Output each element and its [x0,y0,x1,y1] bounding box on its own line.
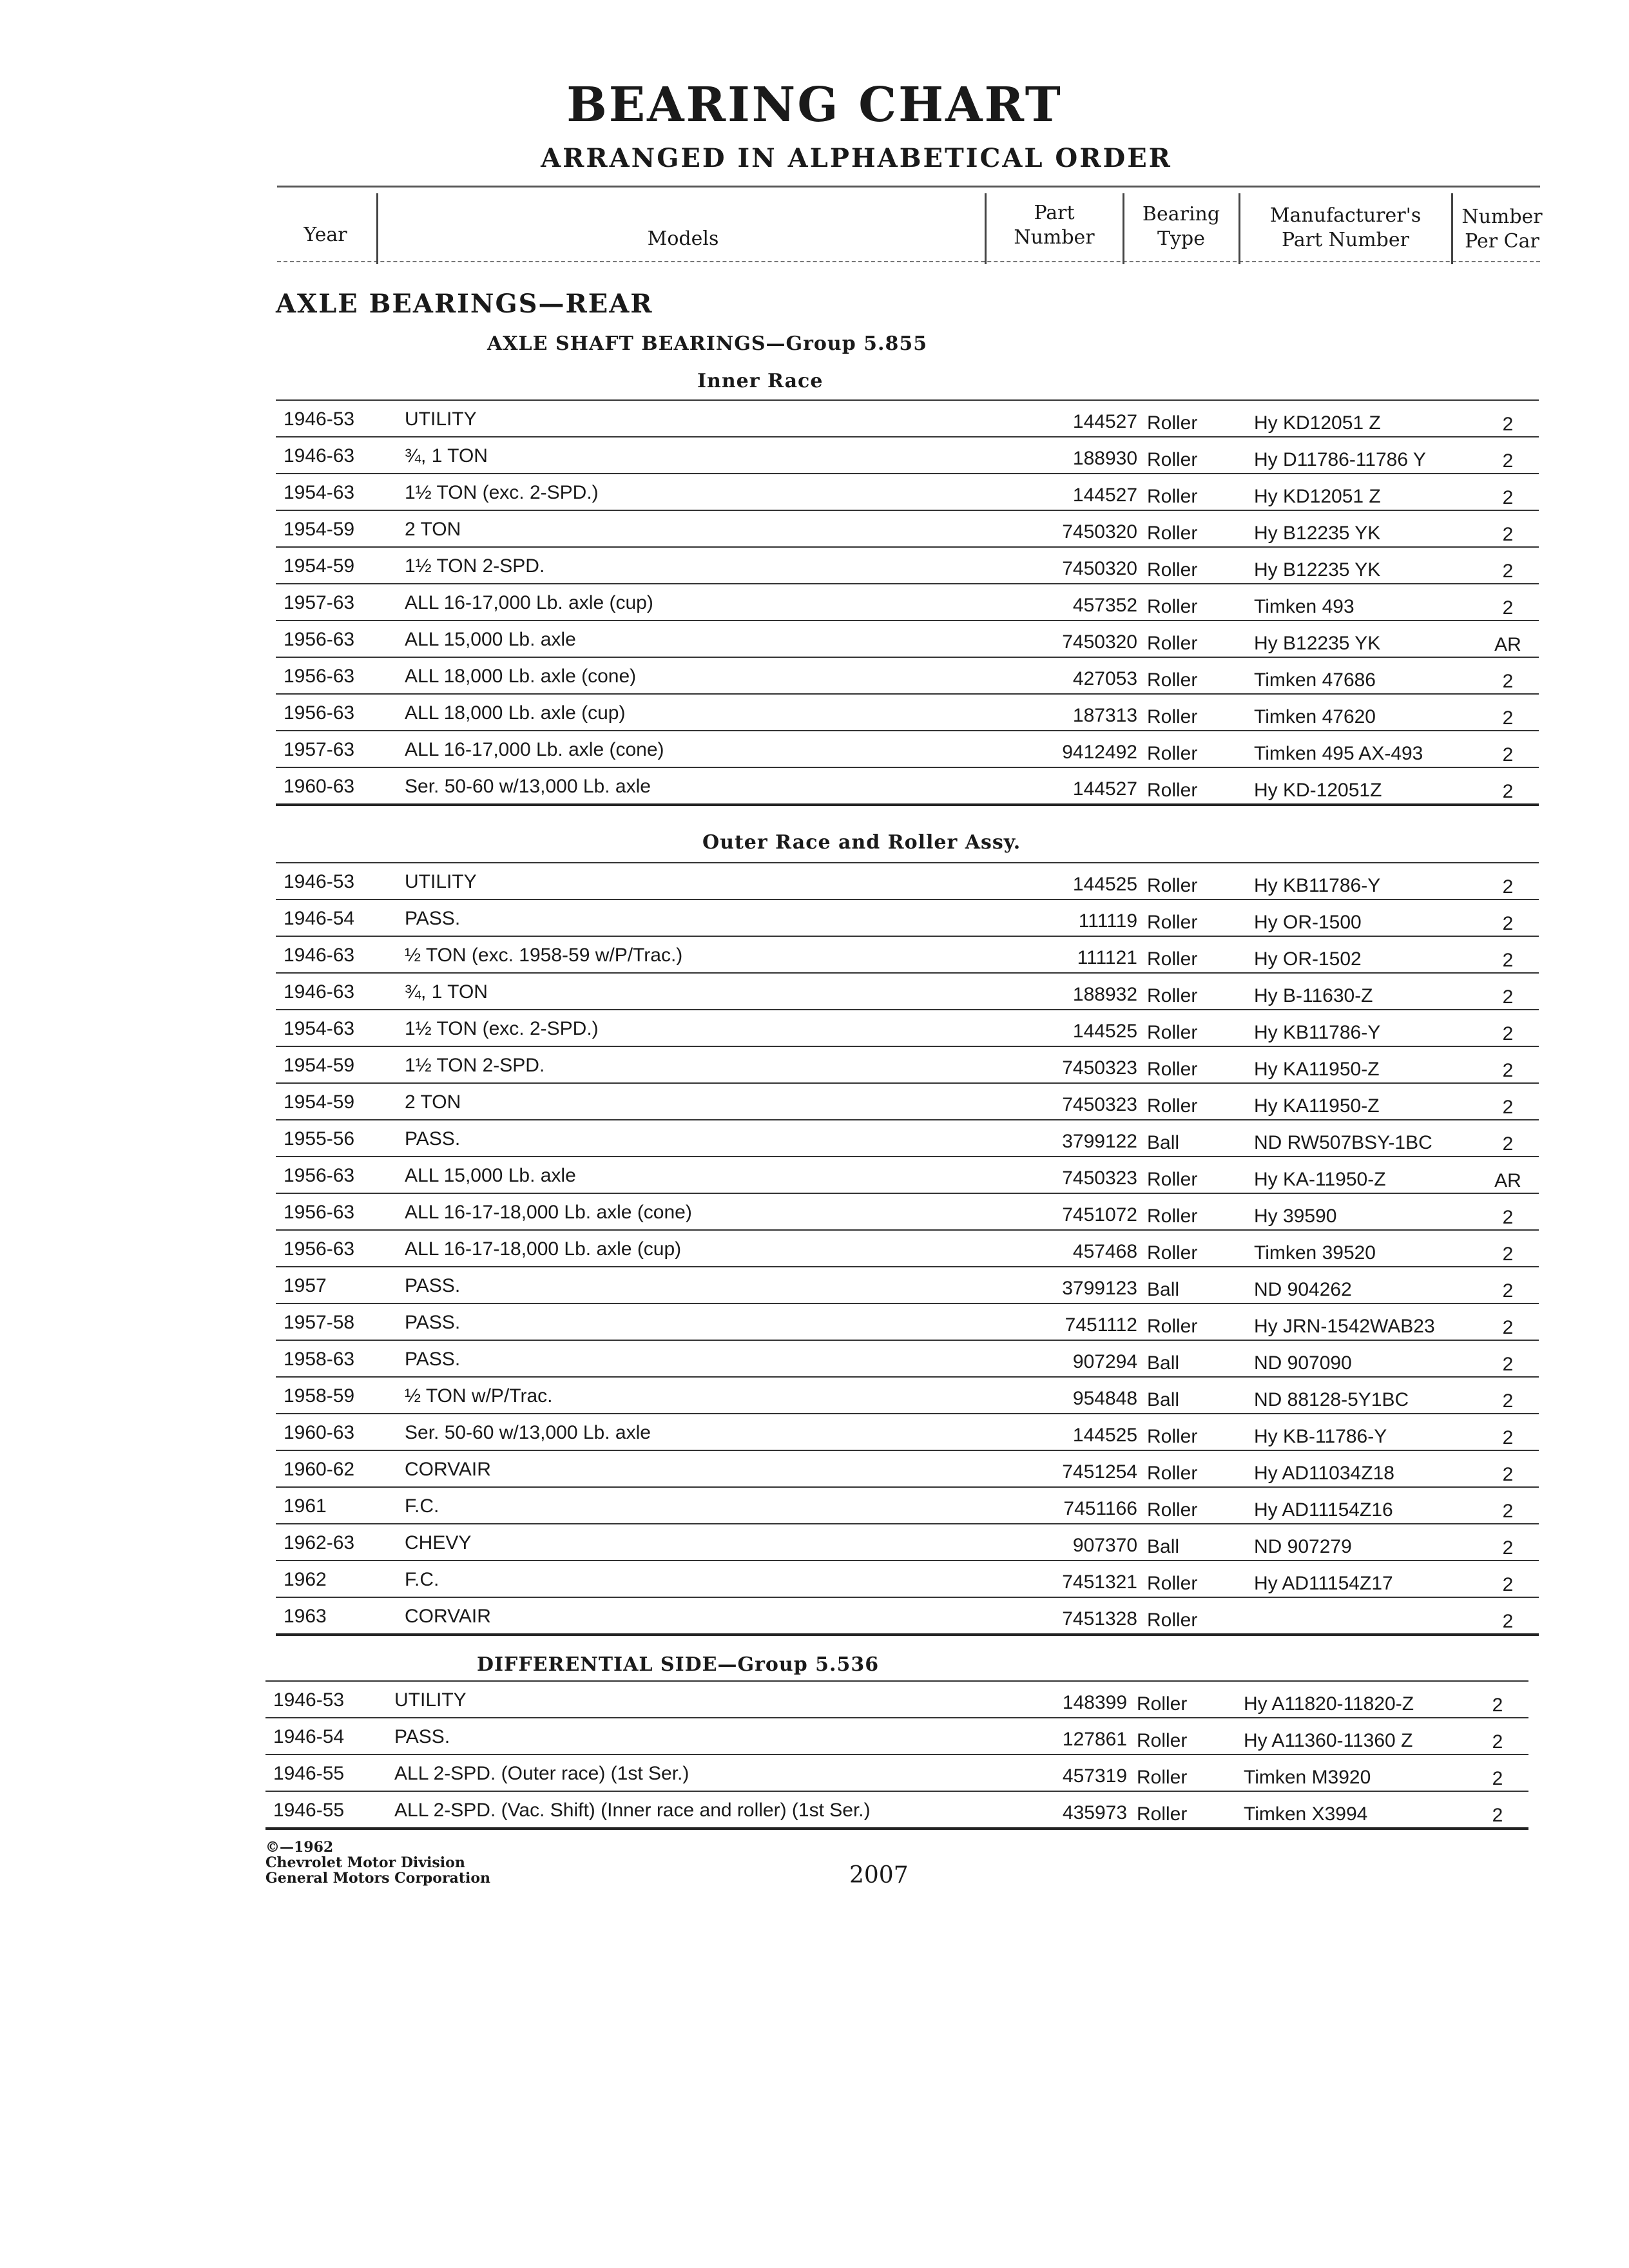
model-cell: ¾, 1 TON [405,981,488,1003]
model-cell: ALL 15,000 Lb. axle [405,1165,576,1186]
bearing-type-cell: Roller [1137,1693,1188,1715]
table-row [276,1157,1539,1194]
part-number-cell: 144527 [1072,778,1137,800]
bearing-type-cell: Ball [1147,1536,1180,1557]
table-row [276,1304,1539,1341]
part-number-cell: 144527 [1072,411,1137,432]
table-row [276,1120,1539,1157]
manufacturer-part-cell: ND 907090 [1254,1352,1352,1374]
column-header-models: Models [647,227,719,250]
manufacturer-part-cell: ND 904262 [1254,1279,1352,1300]
year-cell: 1956-63 [284,702,355,724]
table-row [276,900,1539,937]
manufacturer-part-cell: Timken 39520 [1254,1242,1376,1264]
year-cell: 1962 [284,1569,327,1590]
table-row [276,437,1539,474]
year-cell: 1957 [284,1275,327,1296]
table-row [276,474,1539,511]
part-number-cell: 144525 [1072,874,1137,895]
year-cell: 1946-63 [284,445,355,466]
year-cell: 1954-63 [284,1018,355,1039]
number-per-car-cell: 2 [1502,950,1514,971]
number-per-car-cell: 2 [1492,1805,1503,1826]
year-cell: 1956-63 [284,1202,355,1223]
number-per-car-cell: AR [1494,1170,1521,1191]
table-row [276,1451,1539,1488]
column-divider [376,193,378,264]
year-cell: 1955-56 [284,1128,355,1149]
part-number-cell: 127861 [1062,1729,1127,1750]
model-cell: CORVAIR [405,1606,491,1627]
part-number-cell: 144525 [1072,1021,1137,1042]
differential-table [265,1680,1528,1830]
bearing-type-cell: Roller [1137,1767,1188,1788]
model-cell: PASS. [405,1275,461,1296]
table-row [276,1010,1539,1047]
part-number-cell: 3799123 [1062,1278,1137,1299]
table-row [265,1680,1528,1718]
bearing-type-cell: Ball [1147,1352,1180,1374]
table-row [265,1755,1528,1792]
table-row [265,1718,1528,1755]
bearing-type-cell: Roller [1147,1022,1198,1043]
bearing-type-cell: Roller [1147,948,1198,970]
table-row [276,1047,1539,1084]
model-cell: ALL 16-17-18,000 Lb. axle (cone) [405,1202,692,1223]
model-cell: ¾, 1 TON [405,445,488,466]
part-number-cell: 907370 [1072,1535,1137,1556]
model-cell: Ser. 50-60 w/13,000 Lb. axle [405,1422,651,1443]
year-cell: 1963 [284,1606,327,1627]
bearing-type-cell: Roller [1147,1059,1198,1080]
column-header-year: Year [304,224,347,246]
bearing-type-cell: Roller [1147,669,1198,691]
part-number-cell: 7450323 [1062,1057,1137,1079]
table-row [276,1561,1539,1598]
year-cell: 1946-53 [284,871,355,892]
manufacturer-part-cell: ND 907279 [1254,1536,1352,1557]
number-per-car-cell: 2 [1502,913,1514,934]
bearing-type-cell: Roller [1147,706,1198,727]
column-divider [985,193,987,264]
number-per-car-cell: 2 [1492,1768,1503,1789]
part-number-cell: 7451254 [1062,1461,1137,1483]
number-per-car-cell: 2 [1502,1611,1514,1632]
part-number-cell: 7450320 [1062,521,1137,543]
part-number-cell: 7450320 [1062,558,1137,579]
manufacturer-part-cell: Hy OR-1502 [1254,948,1362,970]
bearing-type-cell: Roller [1147,780,1198,801]
number-per-car-cell: 2 [1502,1244,1514,1265]
bearing-type-cell: Roller [1147,1573,1198,1594]
year-cell: 1958-59 [284,1385,355,1407]
part-number-cell: 7451072 [1062,1204,1137,1225]
number-per-car-cell: 2 [1502,986,1514,1008]
manufacturer-part-cell: Timken 495 AX-493 [1254,743,1423,764]
number-per-car-cell: 2 [1502,744,1514,765]
model-cell: PASS. [405,1349,461,1370]
manufacturer-part-cell: Hy 39590 [1254,1206,1337,1227]
manufacturer-part-cell: ND RW507BSY-1BC [1254,1132,1432,1153]
bearing-type-cell: Roller [1147,1095,1198,1117]
bearing-type-cell: Roller [1137,1730,1188,1751]
number-per-car-cell: 2 [1502,1464,1514,1485]
manufacturer-part-cell: Hy OR-1500 [1254,912,1362,933]
model-cell: PASS. [394,1726,450,1747]
number-per-car-cell: 2 [1502,1574,1514,1595]
number-per-car-cell: 2 [1502,1097,1514,1118]
bearing-type-cell: Roller [1147,633,1198,654]
model-cell: PASS. [405,1312,461,1333]
page-number: 2007 [849,1862,909,1888]
part-number-cell: 187313 [1072,705,1137,726]
table-row [276,1488,1539,1524]
manufacturer-part-cell: Hy B12235 YK [1254,523,1381,544]
number-per-car-cell: 2 [1502,707,1514,729]
part-number-cell: 144525 [1072,1425,1137,1446]
column-header-bearing-type: Bearing Type [1142,203,1220,250]
bearing-type-cell: Roller [1147,1169,1198,1190]
manufacturer-part-cell: Hy KD12051 Z [1254,486,1381,507]
number-per-car-cell: 2 [1502,597,1514,619]
bearing-type-cell: Roller [1147,1610,1198,1631]
bearing-type-cell: Roller [1147,596,1198,617]
page-title: BEARING CHART [566,77,1063,133]
number-per-car-cell: 2 [1502,1060,1514,1081]
part-number-cell: 457468 [1072,1241,1137,1262]
part-number-cell: 7451328 [1062,1608,1137,1629]
part-number-cell: 9412492 [1062,742,1137,763]
manufacturer-part-cell: Hy D11786-11786 Y [1254,449,1426,470]
group-title: AXLE SHAFT BEARINGS—Group 5.855 [487,332,928,355]
model-cell: UTILITY [405,871,477,892]
year-cell: 1958-63 [284,1349,355,1370]
subsection-title: Inner Race [697,370,824,392]
table-row [276,1524,1539,1561]
bearing-type-cell: Roller [1147,1499,1198,1521]
bearing-type-cell: Ball [1147,1279,1180,1300]
column-header-part-number: Part Number [1014,202,1095,249]
model-cell: ALL 2-SPD. (Vac. Shift) (Inner race and roller) (1st Ser.) [394,1800,871,1821]
table-row [276,1341,1539,1378]
bearing-type-cell: Roller [1147,1242,1198,1264]
part-number-cell: 7450320 [1062,631,1137,653]
table-row [276,695,1539,731]
number-per-car-cell: 2 [1492,1695,1503,1716]
bearing-type-cell: Roller [1147,1426,1198,1447]
part-number-cell: 7451321 [1062,1571,1137,1593]
part-number-cell: 144527 [1072,485,1137,506]
table-row [276,584,1539,621]
model-cell: PASS. [405,1128,461,1149]
model-cell: CORVAIR [405,1459,491,1480]
table-row [276,974,1539,1010]
table-row [276,621,1539,658]
number-per-car-cell: 2 [1502,561,1514,582]
part-number-cell: 188930 [1072,448,1137,469]
model-cell: ALL 18,000 Lb. axle (cup) [405,702,626,724]
column-divider [1451,193,1453,264]
table-row [276,937,1539,974]
bearing-type-cell: Ball [1147,1389,1180,1410]
year-cell: 1960-62 [284,1459,355,1480]
part-number-cell: 435973 [1062,1802,1127,1823]
year-cell: 1946-63 [284,945,355,966]
model-cell: ½ TON w/P/Trac. [405,1385,553,1407]
table-row [276,1231,1539,1267]
bearing-type-cell: Roller [1147,486,1198,507]
part-number-cell: 457352 [1072,595,1137,616]
year-cell: 1954-59 [284,519,355,540]
model-cell: 1½ TON (exc. 2-SPD.) [405,482,599,503]
model-cell: 2 TON [405,519,461,540]
number-per-car-cell: 2 [1502,876,1514,898]
manufacturer-part-cell: Hy KB11786-Y [1254,875,1381,896]
number-per-car-cell: 2 [1502,450,1514,472]
manufacturer-part-cell: Timken M3920 [1244,1767,1371,1788]
part-number-cell: 427053 [1072,668,1137,689]
part-number-cell: 907294 [1072,1351,1137,1372]
bearing-type-cell: Roller [1137,1803,1188,1825]
model-cell: F.C. [405,1569,439,1590]
model-cell: F.C. [405,1495,439,1517]
manufacturer-part-cell: Hy A11820-11820-Z [1244,1693,1414,1715]
bearing-type-cell: Roller [1147,523,1198,544]
column-header-number-per-car: Number Per Car [1461,206,1543,253]
page-subtitle: ARRANGED IN ALPHABETICAL ORDER [541,143,1172,173]
year-cell: 1956-63 [284,1165,355,1186]
bearing-type-cell: Roller [1147,559,1198,581]
part-number-cell: 7451112 [1065,1314,1137,1336]
model-cell: Ser. 50-60 w/13,000 Lb. axle [405,776,651,797]
manufacturer-part-cell: Hy B-11630-Z [1254,985,1373,1006]
number-per-car-cell: 2 [1502,781,1514,802]
table-row [276,511,1539,548]
bearing-type-cell: Roller [1147,743,1198,764]
model-cell: UTILITY [405,408,477,430]
year-cell: 1956-63 [284,629,355,650]
outer-race-table [276,862,1539,1636]
manufacturer-part-cell: Hy AD11154Z16 [1254,1499,1393,1521]
column-header-manufacturer-part: Manufacturer's Part Number [1269,204,1422,251]
year-cell: 1954-59 [284,555,355,577]
year-cell: 1957-63 [284,592,355,613]
year-cell: 1946-53 [284,408,355,430]
subsection-title: DIFFERENTIAL SIDE—Group 5.536 [477,1653,880,1676]
part-number-cell: 148399 [1062,1692,1127,1713]
part-number-cell: 3799122 [1062,1131,1137,1152]
model-cell: ALL 15,000 Lb. axle [405,629,576,650]
manufacturer-part-cell: Hy KA11950-Z [1254,1095,1380,1117]
year-cell: 1960-63 [284,1422,355,1443]
subsection-title: Outer Race and Roller Assy. [702,831,1021,854]
part-number-cell: 457319 [1062,1765,1127,1787]
manufacturer-part-cell: Hy KD12051 Z [1254,412,1381,434]
bearing-type-cell: Roller [1147,875,1198,896]
column-header-rule-bottom [277,261,1540,262]
table-row [276,548,1539,584]
bearing-type-cell: Roller [1147,912,1198,933]
bearing-type-cell: Roller [1147,1316,1198,1337]
manufacturer-part-cell: Hy KB-11786-Y [1254,1426,1387,1447]
table-row [276,1598,1539,1636]
part-number-cell: 954848 [1072,1388,1137,1409]
column-divider [1123,193,1124,264]
table-row [276,731,1539,768]
part-number-cell: 111119 [1078,910,1137,932]
part-number-cell: 111121 [1077,947,1137,968]
manufacturer-part-cell: Timken 47686 [1254,669,1376,691]
year-cell: 1946-55 [273,1763,345,1784]
model-cell: 1½ TON 2-SPD. [405,555,545,577]
manufacturer-part-cell: Timken 47620 [1254,706,1376,727]
year-cell: 1946-53 [273,1689,345,1711]
part-number-cell: 7451166 [1063,1498,1137,1519]
table-row [276,862,1539,900]
number-per-car-cell: 2 [1502,1390,1514,1412]
manufacturer-part-cell: Hy KA-11950-Z [1254,1169,1386,1190]
bearing-type-cell: Roller [1147,412,1198,434]
number-per-car-cell: 2 [1492,1731,1503,1753]
year-cell: 1946-63 [284,981,355,1003]
year-cell: 1962-63 [284,1532,355,1553]
model-cell: 2 TON [405,1091,461,1113]
number-per-car-cell: 2 [1502,1427,1514,1448]
part-number-cell: 7450323 [1062,1168,1137,1189]
model-cell: ALL 16-17-18,000 Lb. axle (cup) [405,1238,682,1260]
bearing-type-cell: Roller [1147,1463,1198,1484]
year-cell: 1954-63 [284,482,355,503]
number-per-car-cell: 2 [1502,671,1514,692]
table-row [276,1414,1539,1451]
year-cell: 1946-54 [273,1726,345,1747]
manufacturer-part-cell: Hy A11360-11360 Z [1244,1730,1413,1751]
manufacturer-part-cell: Hy AD11034Z18 [1254,1463,1394,1484]
model-cell: 1½ TON 2-SPD. [405,1055,545,1076]
manufacturer-part-cell: Timken 493 [1254,596,1354,617]
number-per-car-cell: 2 [1502,414,1514,435]
year-cell: 1957-63 [284,739,355,760]
model-cell: ALL 16-17,000 Lb. axle (cone) [405,739,664,760]
inner-race-table [276,399,1539,806]
model-cell: ALL 16-17,000 Lb. axle (cup) [405,592,653,613]
manufacturer-part-cell: Hy B12235 YK [1254,559,1381,581]
model-cell: ½ TON (exc. 1958-59 w/P/Trac.) [405,945,683,966]
number-per-car-cell: AR [1494,634,1521,655]
year-cell: 1957-58 [284,1312,355,1333]
table-row [276,1194,1539,1231]
year-cell: 1956-63 [284,666,355,687]
number-per-car-cell: 2 [1502,1207,1514,1228]
manufacturer-part-cell: Hy JRN-1542WAB23 [1254,1316,1435,1337]
number-per-car-cell: 2 [1502,1023,1514,1044]
number-per-car-cell: 2 [1502,1537,1514,1559]
part-number-cell: 7450323 [1062,1094,1137,1115]
bearing-type-cell: Roller [1147,449,1198,470]
table-row [276,1084,1539,1120]
number-per-car-cell: 2 [1502,524,1514,545]
model-cell: UTILITY [394,1689,467,1711]
model-cell: 1½ TON (exc. 2-SPD.) [405,1018,599,1039]
year-cell: 1960-63 [284,776,355,797]
manufacturer-part-cell: Hy AD11154Z17 [1254,1573,1393,1594]
bearing-type-cell: Roller [1147,985,1198,1006]
column-header-rule-top [277,186,1540,187]
manufacturer-part-cell: Hy KD-12051Z [1254,780,1382,801]
table-row [276,1267,1539,1304]
number-per-car-cell: 2 [1502,1317,1514,1338]
year-cell: 1946-54 [284,908,355,929]
model-cell: ALL 2-SPD. (Outer race) (1st Ser.) [394,1763,689,1784]
section-title: AXLE BEARINGS—REAR [276,289,653,319]
number-per-car-cell: 2 [1502,1133,1514,1155]
model-cell: ALL 18,000 Lb. axle (cone) [405,666,637,687]
bearing-type-cell: Ball [1147,1132,1180,1153]
number-per-car-cell: 2 [1502,487,1514,508]
bearing-type-cell: Roller [1147,1206,1198,1227]
manufacturer-part-cell: Hy KB11786-Y [1254,1022,1381,1043]
table-row [276,1378,1539,1414]
table-row [276,658,1539,695]
manufacturer-part-cell: Hy B12235 YK [1254,633,1381,654]
year-cell: 1954-59 [284,1091,355,1113]
year-cell: 1956-63 [284,1238,355,1260]
table-row [276,399,1539,437]
year-cell: 1954-59 [284,1055,355,1076]
manufacturer-part-cell: ND 88128-5Y1BC [1254,1389,1409,1410]
number-per-car-cell: 2 [1502,1354,1514,1375]
footer-credit: ©—1962 Chevrolet Motor Division General Motors Corporation [265,1839,491,1887]
year-cell: 1946-55 [273,1800,345,1821]
number-per-car-cell: 2 [1502,1501,1514,1522]
model-cell: PASS. [405,908,461,929]
manufacturer-part-cell: Hy KA11950-Z [1254,1059,1380,1080]
model-cell: CHEVY [405,1532,472,1553]
year-cell: 1961 [284,1495,327,1517]
table-row [276,768,1539,806]
manufacturer-part-cell: Timken X3994 [1244,1803,1368,1825]
table-row [265,1792,1528,1830]
number-per-car-cell: 2 [1502,1280,1514,1302]
part-number-cell: 188932 [1072,984,1137,1005]
column-divider [1239,193,1240,264]
